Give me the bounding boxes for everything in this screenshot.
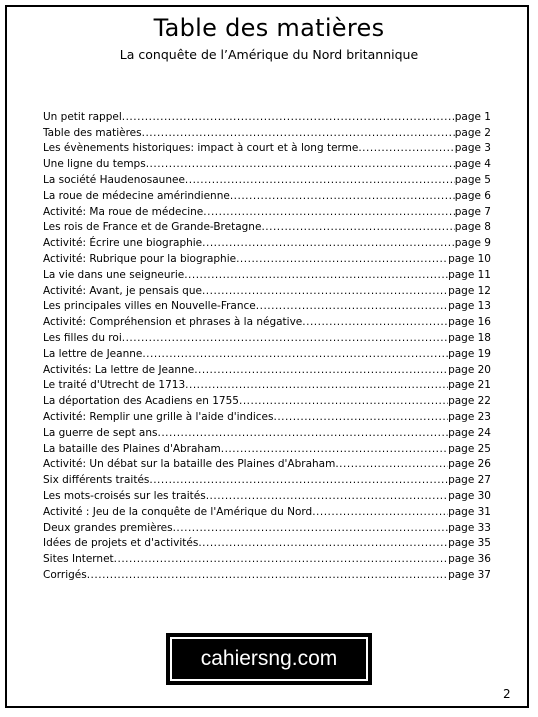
logo-text: cahiersng.com (170, 637, 368, 681)
toc-entry-label: Activité: Un débat sur la bataille des Plaines d'Abraham (43, 458, 336, 471)
toc-entry-label: La déportation des Acadiens en 1755 (43, 395, 239, 408)
toc-entry-label: Six différents traités (43, 474, 150, 487)
toc-entry-page: page 19 (448, 347, 491, 360)
toc-entry-page: page 21 (448, 379, 491, 392)
toc-leader-dots (194, 364, 448, 377)
toc-entry-page: page 31 (448, 505, 491, 518)
toc-entry-page: page 35 (448, 537, 491, 550)
toc-entry-page: page 5 (454, 173, 491, 186)
toc-entry-page: page 20 (448, 363, 491, 376)
toc-entry-label: Les principales villes en Nouvelle-France (43, 300, 256, 313)
toc-leader-dots (206, 490, 448, 503)
toc-entry (43, 535, 491, 551)
toc-entry-label: Activité : Jeu de la conquête de l'Amérique du Nord (43, 505, 313, 518)
toc-entry-label: La lettre de Jeanne (43, 347, 143, 360)
toc-entry (43, 219, 491, 235)
toc-leader-dots (142, 127, 455, 140)
toc-entry-page: page 3 (454, 142, 491, 155)
toc-entry-page: page 30 (448, 489, 491, 502)
toc-entry (43, 424, 491, 440)
toc-entry-label: Les mots-croisés sur les traités (43, 489, 206, 502)
toc-entry (43, 108, 491, 124)
toc-entry-label: Activité: Rubrique pour la biographie (43, 252, 237, 265)
toc-entry-label: Activité: Remplir une grille à l'aide d'indices (43, 410, 274, 423)
toc-entry-label: La guerre de sept ans (43, 426, 158, 439)
toc-entry-label: La vie dans une seigneurie (43, 268, 185, 281)
toc-entry-page: page 6 (454, 189, 491, 202)
toc-entry-page: page 7 (454, 205, 491, 218)
toc-entry (43, 155, 491, 171)
toc-entry (43, 234, 491, 250)
toc-entry (43, 487, 491, 503)
toc-entry-page: page 10 (448, 252, 491, 265)
toc-leader-dots (302, 316, 448, 329)
toc-entry (43, 298, 491, 314)
toc-entry-page: page 23 (448, 410, 491, 423)
toc-entry-label: Activité: Avant, je pensais que (43, 284, 202, 297)
logo (166, 633, 372, 685)
toc-entry (43, 313, 491, 329)
toc-entry (43, 329, 491, 345)
toc-entry-label: Le traité d'Utrecht de 1713 (43, 379, 186, 392)
toc-entry-page: page 16 (448, 316, 491, 329)
toc-entry (43, 377, 491, 393)
toc-entry-label: La société Haudenosaunee (43, 173, 185, 186)
toc-leader-dots (202, 237, 455, 250)
toc-entry (43, 140, 491, 156)
toc-entry-label: Activité: Écrire une biographie (43, 237, 203, 250)
toc-leader-dots (146, 158, 455, 171)
toc-entry (43, 440, 491, 456)
toc-entry-page: page 9 (454, 237, 491, 250)
toc-leader-dots (87, 569, 448, 582)
page-number: 2 (503, 687, 511, 701)
toc-entry-page: page 24 (448, 426, 491, 439)
toc-entry (43, 519, 491, 535)
toc-leader-dots (261, 221, 454, 234)
toc-entry-label: La roue de médecine amérindienne (43, 189, 230, 202)
toc-entry-page: page 33 (448, 521, 491, 534)
toc-entry-label: Activités: La lettre de Jeanne (43, 363, 195, 376)
toc-leader-dots (173, 522, 448, 535)
toc-entry-label: Activité: Compréhension et phrases à la négative (43, 316, 303, 329)
toc-entry (43, 471, 491, 487)
toc-entry-page: page 4 (454, 158, 491, 171)
toc-entry (43, 171, 491, 187)
toc-entry (43, 124, 491, 140)
toc-entry-page: page 11 (448, 268, 491, 281)
toc-entry (43, 282, 491, 298)
toc-entry-label: Les filles du roi (43, 331, 122, 344)
toc-entry-page: page 13 (448, 300, 491, 313)
toc-leader-dots (198, 537, 448, 550)
toc-entry (43, 361, 491, 377)
toc-entry-label: Idées de projets et d'activités (43, 537, 199, 550)
toc-entry (43, 456, 491, 472)
toc-leader-dots (122, 332, 448, 345)
toc-leader-dots (184, 269, 448, 282)
table-of-contents (43, 108, 491, 582)
toc-entry-page: page 27 (448, 474, 491, 487)
toc-entry-label: La bataille des Plaines d'Abraham (43, 442, 221, 455)
toc-entry-page: page 25 (448, 442, 491, 455)
toc-entry (43, 408, 491, 424)
toc-entry-page: page 36 (448, 553, 491, 566)
toc-entry (43, 203, 491, 219)
toc-leader-dots (239, 395, 448, 408)
toc-entry-label: Corrigés (43, 568, 87, 581)
toc-entry (43, 250, 491, 266)
toc-entry-page: page 22 (448, 395, 491, 408)
toc-leader-dots (149, 474, 448, 487)
toc-entry-label: Un petit rappel (43, 110, 122, 123)
toc-entry-label: Table des matières (43, 126, 142, 139)
toc-leader-dots (122, 111, 455, 124)
toc-entry (43, 566, 491, 582)
toc-entry-label: Activité: Ma roue de médecine (43, 205, 204, 218)
toc-entry (43, 187, 491, 203)
toc-leader-dots (312, 506, 448, 519)
toc-entry-label: Une ligne du temps (43, 158, 146, 171)
toc-leader-dots (142, 348, 448, 361)
toc-entry (43, 345, 491, 361)
toc-leader-dots (158, 427, 449, 440)
toc-entry (43, 392, 491, 408)
toc-entry-page: page 8 (454, 221, 491, 234)
toc-entry-label: Les rois de France et de Grande-Bretagne (43, 221, 262, 234)
toc-leader-dots (203, 206, 454, 219)
toc-entry-page: page 18 (448, 331, 491, 344)
toc-entry-page: page 1 (454, 110, 491, 123)
page-title: Table des matières (153, 14, 385, 42)
toc-leader-dots (185, 174, 455, 187)
toc-leader-dots (185, 379, 448, 392)
toc-entry-page: page 26 (448, 458, 491, 471)
toc-entry (43, 503, 491, 519)
toc-entry-page: page 12 (448, 284, 491, 297)
toc-leader-dots (358, 142, 454, 155)
toc-entry-page: page 2 (454, 126, 491, 139)
toc-leader-dots (221, 443, 448, 456)
page-subtitle: La conquête de l’Amérique du Nord britannique (119, 47, 419, 62)
toc-entry (43, 550, 491, 566)
toc-entry-page: page 37 (448, 568, 491, 581)
toc-entry-label: Deux grandes premières (43, 521, 173, 534)
toc-leader-dots (256, 300, 448, 313)
toc-entry-label: Les évènements historiques: impact à court et à long terme (43, 142, 359, 155)
toc-entry-label: Sites Internet (43, 553, 114, 566)
toc-leader-dots (236, 253, 448, 266)
toc-entry (43, 266, 491, 282)
toc-leader-dots (114, 553, 448, 566)
toc-leader-dots (274, 411, 449, 424)
toc-leader-dots (230, 190, 455, 203)
toc-leader-dots (335, 458, 448, 471)
toc-leader-dots (202, 285, 448, 298)
